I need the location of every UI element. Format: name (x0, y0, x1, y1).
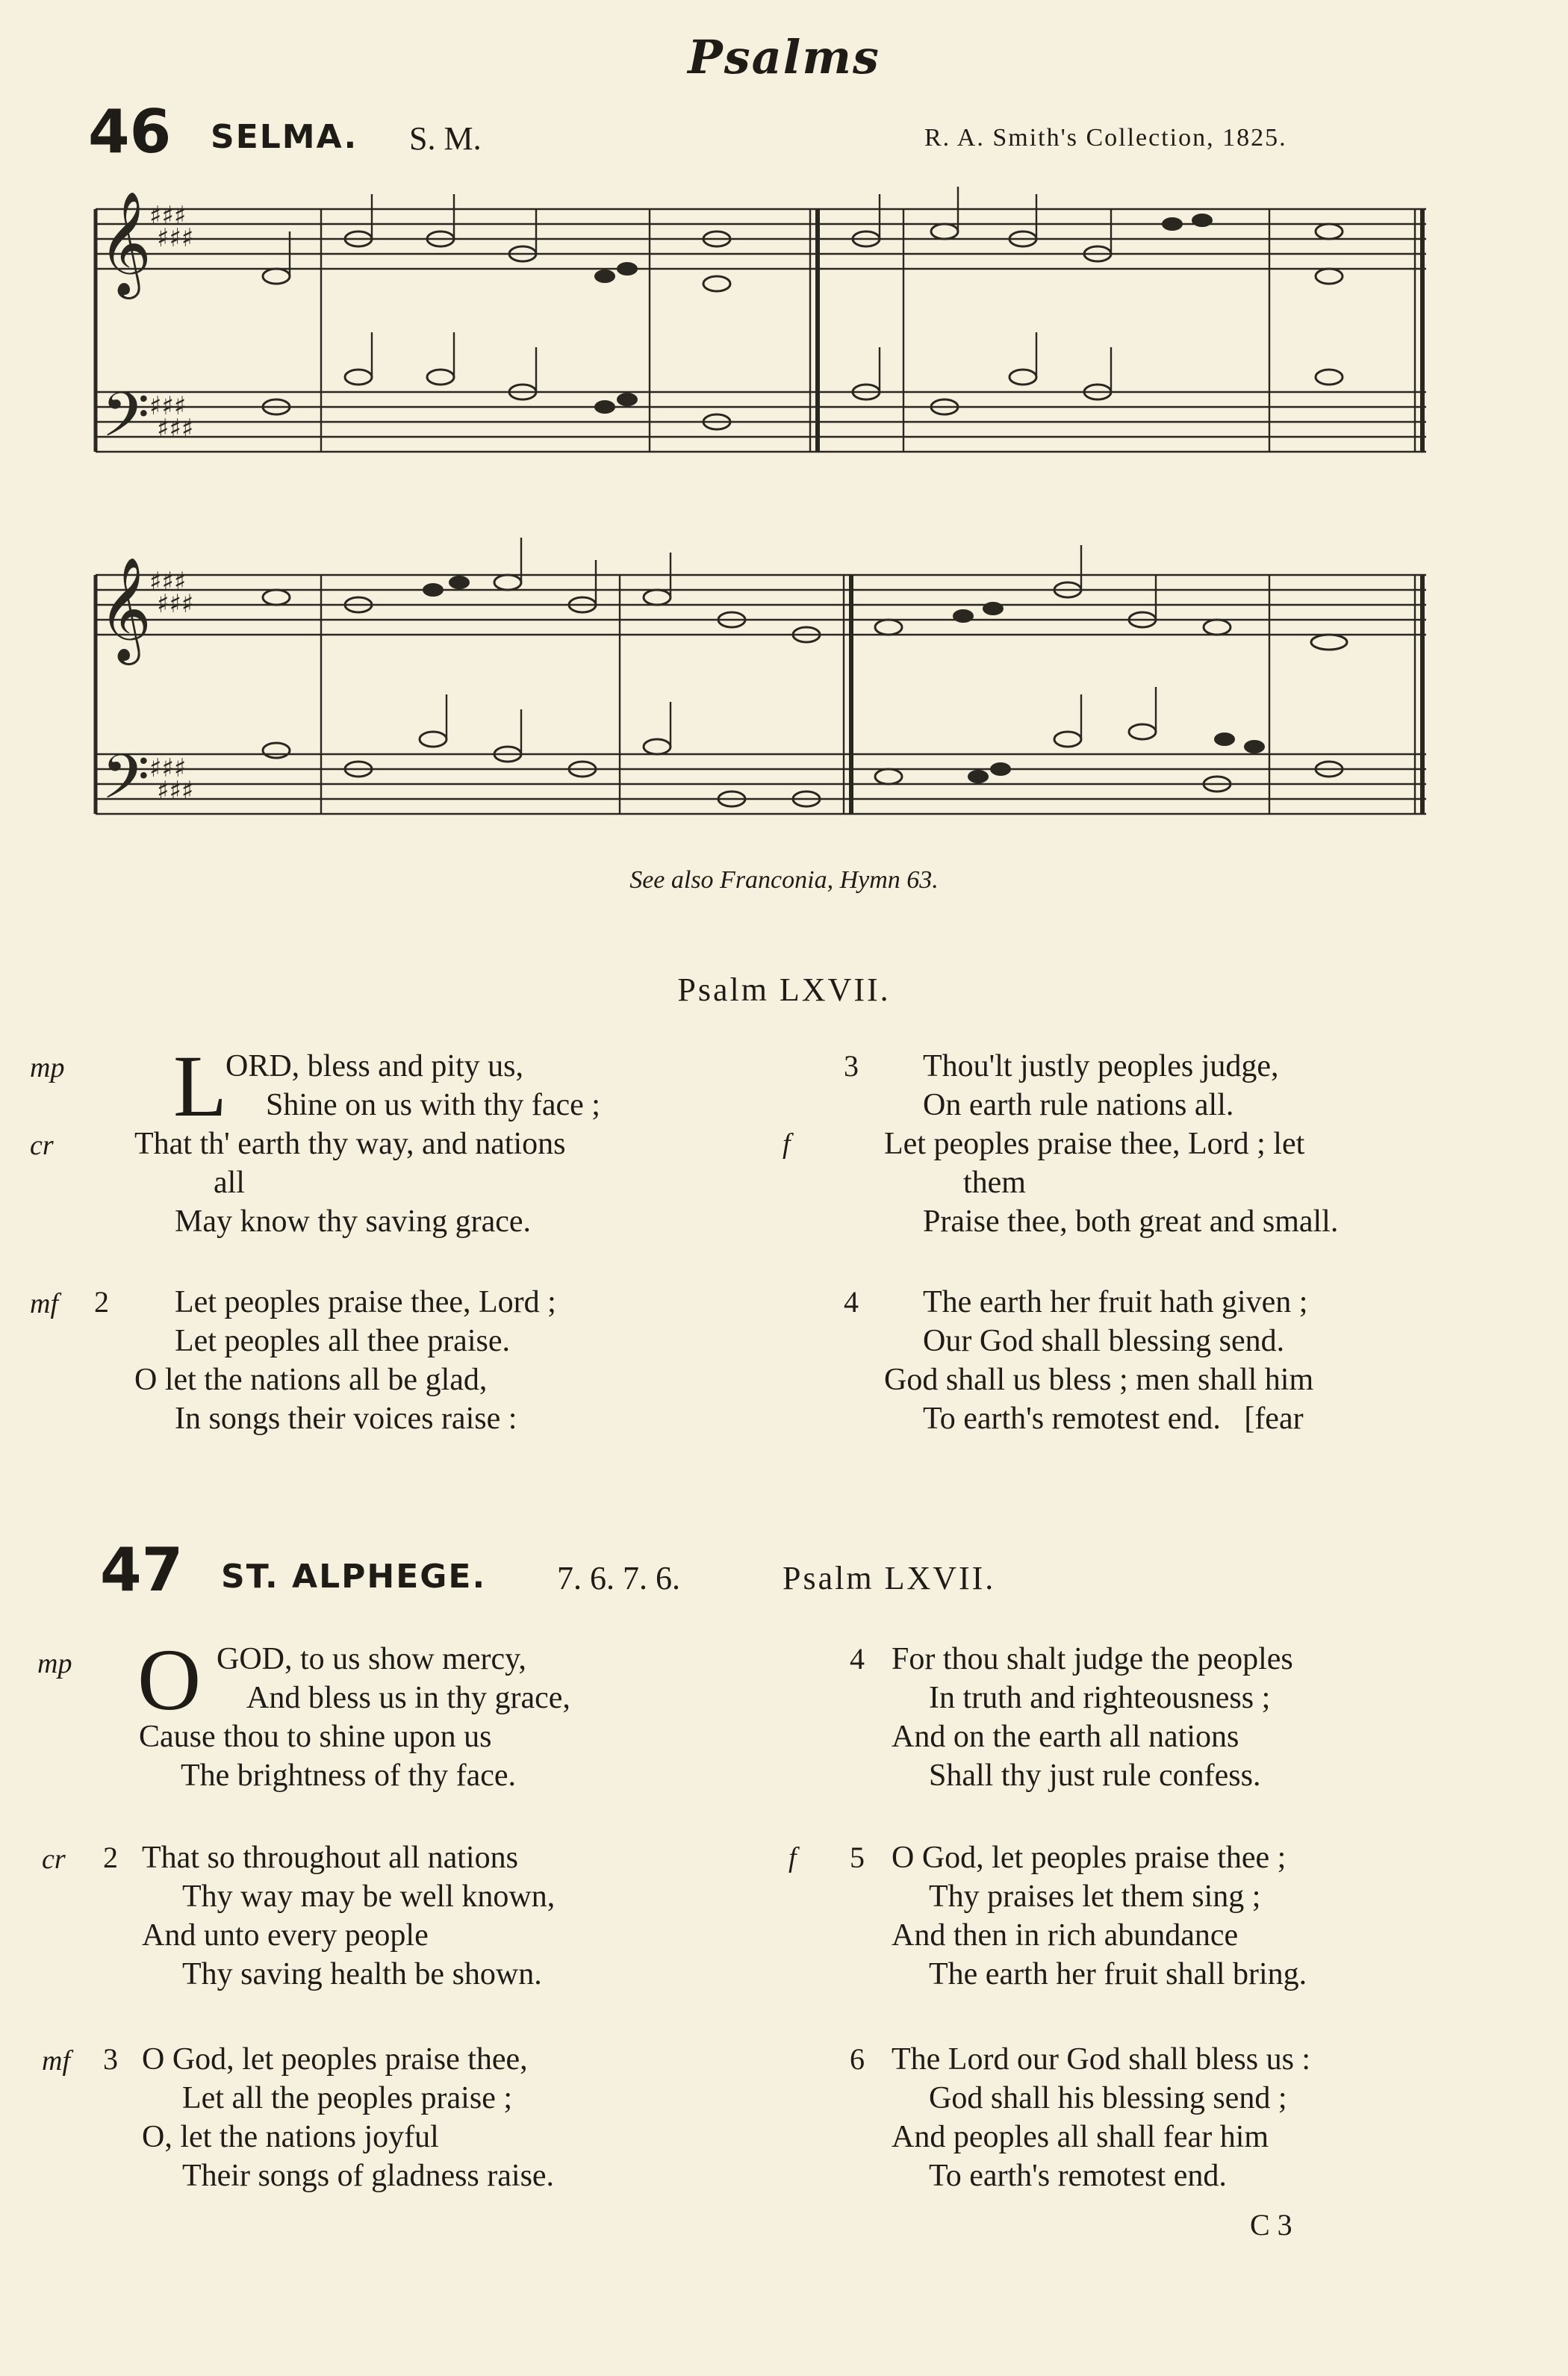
dynamic-mp: mp (37, 1648, 72, 1679)
drop-cap-o: O (137, 1631, 202, 1729)
verse-number: 4 (850, 1642, 865, 1676)
dynamic-mf: mf (42, 2045, 70, 2077)
verse-number: 6 (850, 2042, 865, 2076)
dynamic-mp: mp (30, 1052, 65, 1083)
verse-number: 3 (844, 1049, 859, 1083)
dynamic-f: f (783, 1128, 791, 1160)
verse-line: O God, let peoples praise thee, (142, 2042, 528, 2077)
verse-line: To earth's remotest end. [fear (923, 1402, 1304, 1436)
verse-line: To earth's remotest end. (929, 2159, 1227, 2193)
tune-credit: R. A. Smith's Collection, 1825. (924, 124, 1287, 152)
verse-line: And unto every people (142, 1918, 429, 1953)
dynamic-cr: cr (42, 1844, 66, 1875)
verse-line: Shine on us with thy face ; (266, 1088, 600, 1122)
svg-text:𝄞: 𝄞 (99, 191, 152, 295)
svg-text:♯♯♯: ♯♯♯ (149, 567, 187, 597)
verse-line: On earth rule nations all. (923, 1088, 1234, 1122)
verse-line: Thy praises let them sing ; (929, 1879, 1261, 1914)
verse-line: Shall thy just rule confess. (929, 1758, 1261, 1793)
verse-line: Our God shall blessing send. (923, 1324, 1285, 1358)
verse-line: The Lord our God shall bless us : (892, 2042, 1311, 2077)
verse-line: Thy way may be well known, (182, 1879, 556, 1914)
verse-line: The earth her fruit shall bring. (929, 1957, 1307, 1991)
verse-line: all (214, 1166, 245, 1200)
verse-line: Let peoples praise thee, Lord ; (175, 1285, 556, 1319)
dynamic-mf: mf (30, 1288, 58, 1319)
verse-number: 4 (844, 1285, 859, 1319)
verse-line: Cause thou to shine upon us (139, 1720, 492, 1754)
verse-line: God shall us bless ; men shall him (884, 1363, 1314, 1397)
verse-line: GOD, to us show mercy, (217, 1642, 526, 1676)
svg-text:♯♯♯: ♯♯♯ (149, 201, 187, 231)
verse-line: Their songs of gladness raise. (182, 2159, 555, 2193)
svg-text:𝄢: 𝄢 (102, 379, 150, 466)
verse-line: Let peoples all thee praise. (175, 1324, 510, 1358)
verse-line: O God, let peoples praise thee ; (892, 1841, 1287, 1875)
verse-line: O let the nations all be glad, (134, 1363, 488, 1397)
verse-line: them (963, 1166, 1026, 1200)
svg-text:♯♯♯: ♯♯♯ (157, 223, 194, 253)
verse-line: Thou'lt justly peoples judge, (923, 1049, 1279, 1083)
verse-line: That so throughout all nations (142, 1841, 518, 1875)
svg-text:𝄞: 𝄞 (99, 557, 152, 661)
verse-line: In songs their voices raise : (175, 1402, 517, 1436)
music-score-selma (0, 0, 1568, 881)
see-also-note: See also Franconia, Hymn 63. (629, 866, 939, 894)
svg-text:♯♯♯: ♯♯♯ (157, 414, 194, 444)
svg-text:♯♯♯: ♯♯♯ (149, 753, 187, 783)
verse-line: Praise thee, both great and small. (923, 1204, 1339, 1239)
verse-line: God shall his blessing send ; (929, 2081, 1287, 2115)
verse-line: In truth and righteousness ; (929, 1681, 1271, 1715)
verse-number: 2 (94, 1285, 109, 1319)
verse-number: 5 (850, 1841, 865, 1874)
verse-line: O, let the nations joyful (142, 2120, 439, 2154)
running-head: Psalms (688, 30, 880, 84)
verse-line: The earth her fruit hath given ; (923, 1285, 1308, 1319)
hymn-number-46: 46 (88, 97, 172, 167)
tune-meter-selma: S. M. (409, 120, 482, 157)
svg-text:♯♯♯: ♯♯♯ (157, 589, 194, 619)
verse-line: And on the earth all nations (892, 1720, 1239, 1754)
verse-line: And then in rich abundance (892, 1918, 1239, 1953)
drop-cap-l: L (173, 1037, 228, 1135)
svg-text:𝄢: 𝄢 (102, 741, 150, 828)
psalm-title-46: Psalm LXVII. (677, 971, 891, 1008)
verse-line: For thou shalt judge the peoples (892, 1642, 1293, 1676)
dynamic-f: f (788, 1842, 797, 1873)
verse-number: 2 (103, 1841, 118, 1874)
hymn-number-47: 47 (100, 1535, 184, 1605)
verse-line: Thy saving health be shown. (182, 1957, 542, 1991)
tune-name-selma: SELMA. (211, 118, 358, 156)
dynamic-cr: cr (30, 1130, 54, 1161)
verse-line: The brightness of thy face. (181, 1758, 517, 1793)
verse-line: May know thy saving grace. (175, 1204, 532, 1239)
psalm-title-47: Psalm LXVII. (783, 1560, 996, 1596)
verse-line: Let all the peoples praise ; (182, 2081, 513, 2115)
verse-line: That th' earth thy way, and nations (134, 1127, 566, 1161)
verse-line: And peoples all shall fear him (892, 2120, 1269, 2154)
tune-meter-st-alphege: 7. 6. 7. 6. (557, 1560, 680, 1596)
verse-line: And bless us in thy grace, (246, 1681, 570, 1715)
svg-text:♯♯♯: ♯♯♯ (149, 391, 187, 421)
verse-number: 3 (103, 2042, 118, 2076)
page-signature: C 3 (1250, 2208, 1292, 2242)
verse-line: Let peoples praise thee, Lord ; let (884, 1127, 1305, 1161)
verse-line: ORD, bless and pity us, (225, 1049, 523, 1083)
svg-text:♯♯♯: ♯♯♯ (157, 776, 194, 806)
tune-name-st-alphege: ST. ALPHEGE. (221, 1558, 487, 1596)
